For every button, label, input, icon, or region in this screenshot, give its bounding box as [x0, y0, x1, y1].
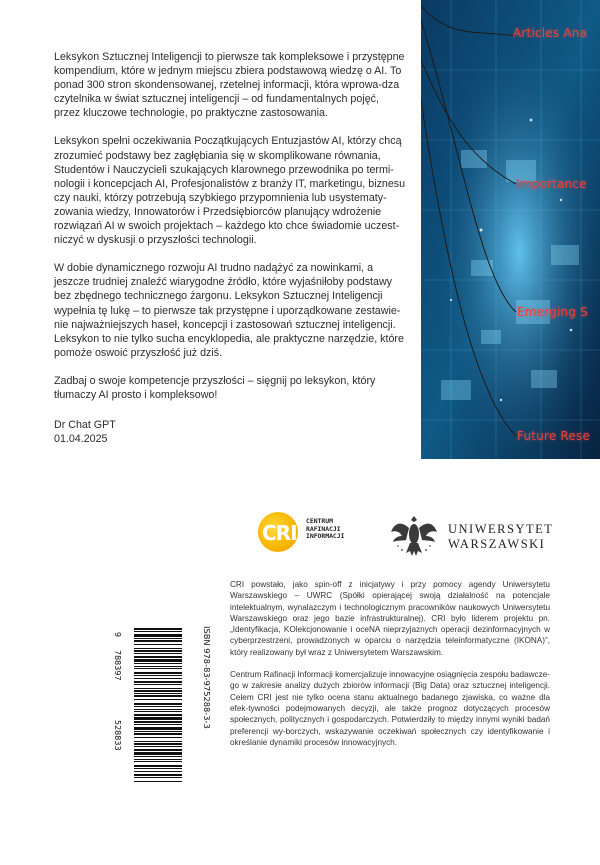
cri-name-line-2: RAFINACJI: [306, 524, 341, 533]
barcode-bars: [112, 626, 184, 786]
signature: [54, 418, 406, 446]
barcode-bar: [134, 727, 182, 730]
barcode-bar: [134, 759, 182, 760]
barcode-bar: [134, 681, 182, 683]
isbn-number: ISBN 978-83-975288-3-3: [202, 626, 212, 729]
barcode-bar: [134, 714, 182, 716]
signature-date: 01.04.2025: [54, 433, 108, 446]
barcode-bar: [134, 648, 182, 649]
description-paragraph-2: Leksykon spełni oczekiwania Początkujących Entuzjastów AI, którzy chcą zrozumieć podstawy bez zagłębiania się w skomplikowane równania, Studentów i Nauczycieli szukających klarownego przewodnika po termi-nologii i koncepcjach AI, Profesjonalistów z branży IT, marketingu, biznesu czy nauki, którzy potrzebują szybkiego przypomnienia lub usystematy-zowania wiedzy, Innowatorów i Przedsiębiorców planujący wdrożenie rozwiązań AI w swoich projektach – każdego kto chce świadomie uczest-niczyć w dyskusji o przyszłości technologii.: [54, 135, 406, 247]
barcode-bar: [134, 659, 182, 662]
barcode-digits-group-1: 788397: [113, 650, 122, 681]
cri-name-line-1: CENTRUM: [306, 517, 333, 525]
barcode-bar: [134, 638, 182, 639]
barcode-bar: [134, 717, 182, 720]
barcode-bar: [134, 631, 182, 632]
isbn-barcode: [112, 626, 210, 786]
barcode-bar: [134, 761, 182, 762]
barcode-bar: [134, 690, 182, 692]
barcode-bar: [134, 711, 182, 712]
barcode-bar: [134, 695, 182, 697]
barcode-bar: [134, 749, 182, 751]
barcode-bar: [134, 656, 182, 658]
signature-name: Dr Chat GPT: [54, 419, 116, 432]
uw-name-line-1: UNIWERSYTET: [448, 522, 554, 536]
info-paragraph-1: CRI powstało, jako spin-off z inicjatywy i przy pomocy agendy Uniwersytetu Warszawskiego – UWRC (Spółki opierającej swoją działalność na potencjale intelektualnym, wynalazczym i technologicznym pracowników naukowych Uniwersytetu Warszawskiego oraz jego bazie infrastrukturalnej). CRI było liderem projektu pn. „Identyfikacja, KOlekcjonowanie i oceNA nieprzyjaznych operacji dezinformacyjnych w cyberprzestrzeni, prowadzonych w oparciu o narzędzia teleinformatyczne (IKONA)”, który realizowany był wraz z Uniwersytetem Warszawskim.: [230, 580, 550, 657]
barcode-bar: [134, 706, 182, 707]
art-label-articles: Articles Ana: [513, 26, 588, 40]
cri-logo-name: [306, 518, 344, 541]
barcode-bar: [134, 688, 182, 689]
barcode-bar: [134, 634, 182, 637]
cri-logo: [258, 512, 354, 552]
barcode-bar: [134, 743, 182, 745]
barcode-bar: [134, 628, 182, 630]
barcode-bar: [134, 752, 182, 755]
uw-eagle-icon: [388, 510, 440, 562]
barcode-bar: [134, 650, 182, 652]
barcode-bar: [134, 741, 182, 742]
barcode-bar: [134, 721, 182, 723]
barcode-bar: [134, 684, 182, 685]
barcode-bar: [134, 709, 182, 710]
barcode-bar: [134, 668, 182, 669]
barcode-bar: [134, 675, 182, 676]
barcode-bar: [134, 731, 182, 732]
barcode-bar: [134, 724, 182, 725]
barcode-bar: [134, 653, 182, 654]
publisher-info: [230, 579, 550, 759]
barcode-digit-first: 9: [113, 632, 122, 638]
barcode-bar: [134, 781, 182, 782]
barcode-bar: [134, 693, 182, 694]
barcode-bar: [134, 666, 182, 667]
barcode-bar: [134, 774, 182, 776]
barcode-bar: [134, 733, 182, 735]
barcode-bar: [134, 777, 182, 778]
uw-logo-name: [448, 522, 553, 552]
barcode-bar: [134, 765, 182, 767]
barcode-bar: [134, 699, 182, 700]
barcode-bar: [134, 663, 182, 664]
barcode-bar: [134, 768, 182, 769]
barcode-bar: [134, 672, 182, 674]
barcode-bar: [134, 703, 182, 705]
info-paragraph-2: Centrum Rafinacji Informacji komercjalizuje innowacyjne osiągnięcia zespołu badawcze-go w zakresie analizy dużych zbiorów informacji (Big Data) oraz sztucznej inteligencji. Celem CRI jest nie tylko ocena stanu aktualnego badanego zjawiska, co ważne dla efek-tywności podejmowanych decyzji, ale także prognoz dotyczących procesów społecznych, politycznych i gospodarczych. Potwierdziły to między innymi wyniki badań preferencji wy-borczych, wskazywanie oczekiwań społecznych czy identyfikowanie i określanie dynamiki procesów innowacyjnych.: [230, 670, 550, 747]
description-paragraph-4: Zadbaj o swoje kompetencje przyszłości – sięgnij po leksykon, który tłumaczy AI prosto i kompleksowo!: [54, 374, 376, 401]
barcode-bar: [134, 771, 182, 772]
barcode-bar: [134, 644, 182, 645]
barcode-bar: [134, 640, 182, 642]
cover-art-panel: [421, 0, 600, 459]
description-paragraph-1: Leksykon Sztucznej Inteligencji to pierwsze tak kompleksowe i przystępne kompendium, które w jednym miejscu zbiera podstawową wiedzę o AI. To ponad 300 stron skondensowanej, rzetelnej informacji, która wprowa-dza czytelnika w świat sztucznej inteligencji – od fundamentalnych pojęć, przez kluczowe technologie, po praktyczne zastosowania.: [54, 51, 405, 120]
cover-art-graphic: [421, 0, 600, 459]
back-cover-description: [54, 50, 406, 446]
art-label-future: Future Rese: [517, 429, 591, 443]
barcode-digits-group-2: 528833: [113, 720, 122, 751]
cri-logo-mark: CRI: [262, 521, 297, 545]
description-paragraph-3: W dobie dynamicznego rozwoju AI trudno nadążyć za nowinkami, a jeszcze trudniej znaleźć wiarygodne źródło, które wyjaśniłoby podstawy bez zbędnego technicznego żargonu. Leksykon Sztucznej Inteligencji wypełnia tę lukę – to pierwsze tak przystępne i uporządkowane zestawie-nie najważniejszych haseł, koncepcji i zastosowań sztucznej inteligencji. Leksykon to nie tylko sucha encyklopedia, ale praktyczne narzędzie, które pomoże oswoić przyszłość już dziś.: [54, 262, 404, 359]
cri-name-line-3: INFORMACJI: [306, 532, 345, 541]
barcode-bar: [134, 756, 182, 757]
uw-name-line-2: WARSZAWSKI: [448, 537, 546, 551]
art-label-emerging: Emerging S: [517, 305, 588, 319]
barcode-bar: [134, 678, 182, 679]
art-label-importance: Importance: [516, 177, 587, 191]
barcode-bar: [134, 746, 182, 747]
barcode-bar: [134, 737, 182, 738]
